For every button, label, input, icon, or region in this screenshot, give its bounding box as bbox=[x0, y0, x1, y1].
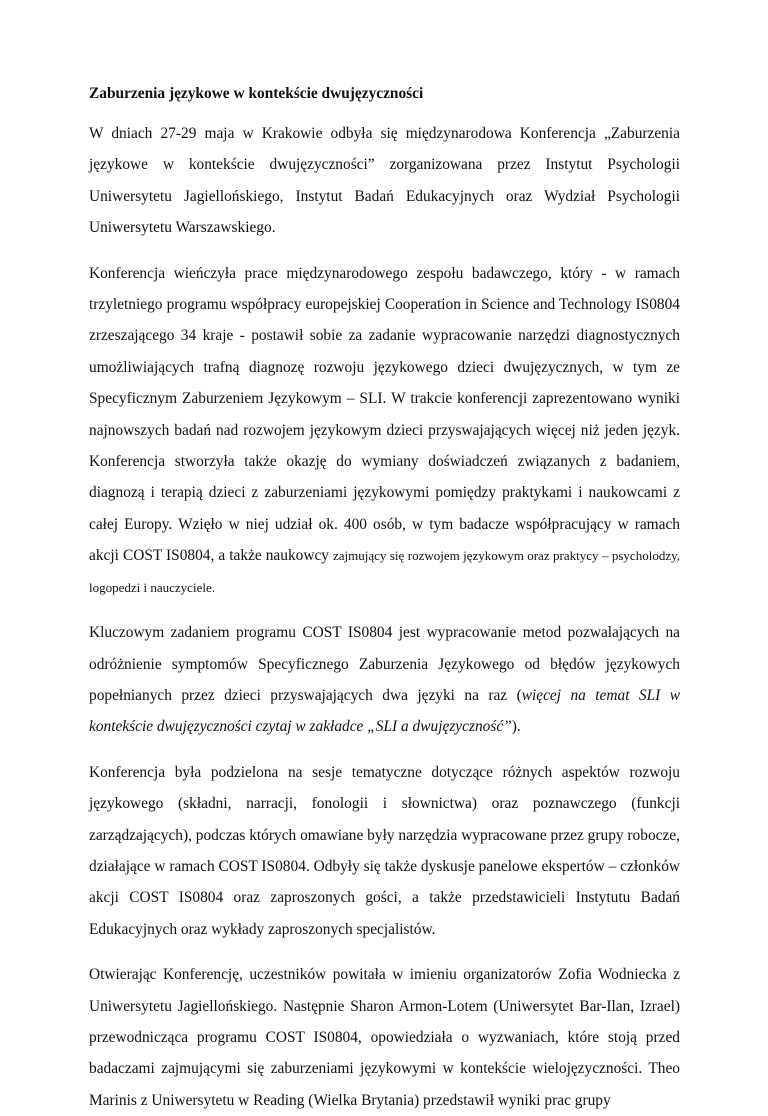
paragraph-3 bbox=[89, 617, 680, 743]
paragraph-3-main: Kluczowym zadaniem programu COST IS0804 jest wypracowanie metod pozwalających na odróżnienie symptomów Specyficznego Zaburzenia Językowego od błędów językowych popełnianych przez dzieci przyswajających dwa języki na raz ( bbox=[89, 624, 680, 704]
paragraph-3-end: ). bbox=[511, 718, 521, 736]
document-title: Zaburzenia językowe w kontekście dwujęzyczności bbox=[89, 85, 424, 102]
paragraph-4: Konferencja była podzielona na sesje tematyczne dotyczące różnych aspektów rozwoju językowego (składni, narracji, fonologii i słownictwa) oraz poznawczego (funkcji zarządzających), podczas których omawiane były narzędzia wypracowane przez grupy robocze, działające w ramach COST IS0804. Odbyły się także dyskusje panelowe ekspertów – członków akcji COST IS0804 oraz zaproszonych gości, a także przedstawicieli Instytutu Badań Edukacyjnych oraz wykłady zaproszonych specjalistów. bbox=[89, 763, 680, 938]
paragraph-2-main: Konferencja wieńczyła prace międzynarodowego zespołu badawczego, który - w ramach trzyletniego programu współpracy europejskiej Cooperation in Science and Technology IS0804 zrzeszającego 34 kraje - postawił sobie za zadanie wypracowanie narzędzi diagnostycznych umożliwiających trafną diagnozę rozwoju językowego dzieci dwujęzycznych, w tym ze Specyficznym Zaburzeniem Językowym – SLI. W trakcie konferencji zaprezentowano wyniki najnowszych badań nad rozwojem językowym dzieci przyswajających więcej niż jeden język. Konferencja stworzyła także okazję do wymiany doświadczeń związanych z badaniem, diagnozą i terapią dzieci z zaburzeniami językowymi pomiędzy praktykami i naukowcami z całej Europy. Wzięło w niej udział ok. 400 osób, w tym badacze współpracujący w ramach akcji COST IS0804, a także naukowcy bbox=[89, 264, 680, 565]
paragraph-3-italic: więcej na temat SLI w kontekście dwujęzyczności czytaj w zakładce „SLI a dwujęzyczność” bbox=[89, 686, 680, 736]
paragraph-1: W dniach 27-29 maja w Krakowie odbyła się międzynarodowa Konferencja „Zaburzenia językowe w kontekście dwujęzyczności” zorganizowana przez Instytut Psychologii Uniwersytetu Jagiellońskiego, Instytut Badań Edukacyjnych oraz Wydział Psychologii Uniwersytetu Warszawskiego. bbox=[89, 125, 680, 237]
paragraph-2-small: zajmujący się rozwojem językowym oraz praktycy – psycholodzy, logopedzi i nauczyciele. bbox=[89, 548, 680, 595]
paragraph-2 bbox=[89, 258, 680, 603]
paragraph-5: Otwierając Konferencję, uczestników powitała w imieniu organizatorów Zofia Wodniecka z Uniwersytetu Jagiellońskiego. Następnie Sharon Armon-Lotem (Uniwersytet Bar-Ilan, Izrael) przewodnicząca programu COST IS0804, opowiedziała o wyzwaniach, które stoją przed badaczami zajmującymi się zaburzeniami językowymi w kontekście wielojęzyczności. Theo Marinis z Uniwersytetu w Reading (Wielka Brytania) przedstawił wyniki prac grupy bbox=[89, 966, 680, 1109]
